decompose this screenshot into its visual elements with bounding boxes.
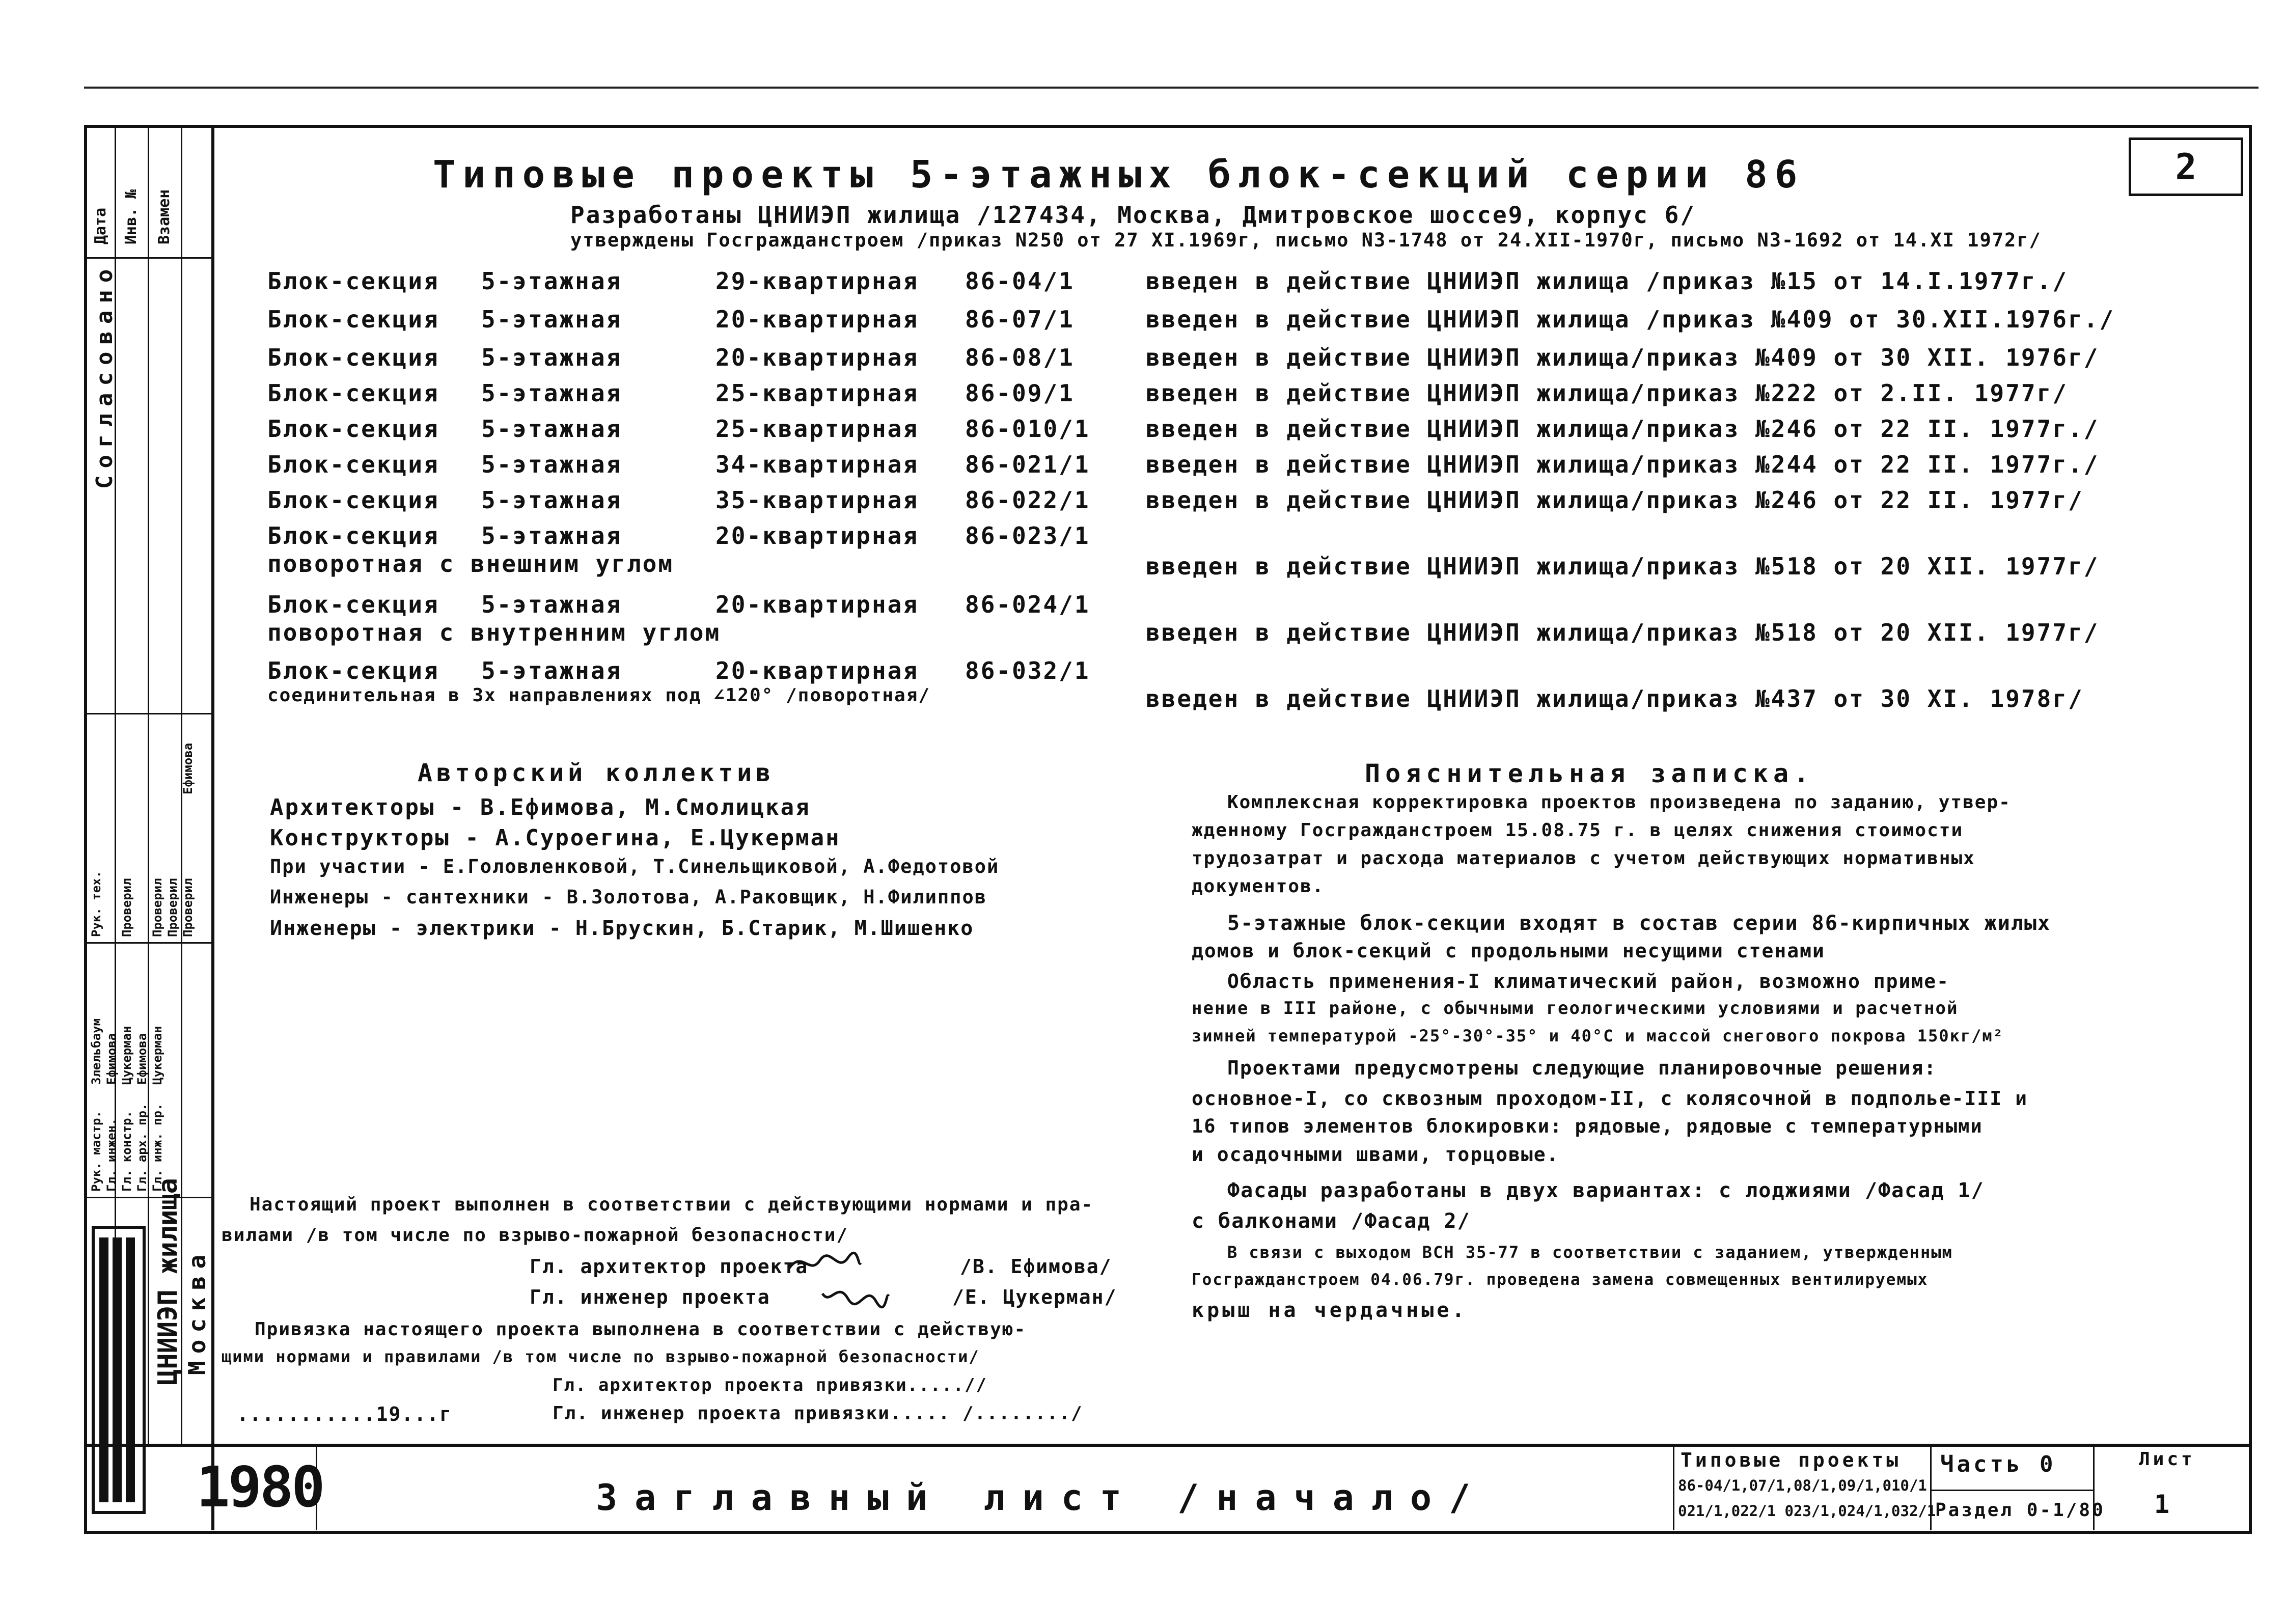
section-name: Блок-секция — [267, 451, 439, 478]
section-floors: 5-этажная — [481, 379, 622, 407]
authors-line: При участии - Е.Головленковой, Т.Синельщиковой, А.Федотовой — [270, 856, 1000, 877]
section-flats: 34-квартирная — [715, 451, 919, 478]
authors-line: Инженеры - сантехники - В.Золотова, А.Раковщик, Н.Филиппов — [270, 886, 987, 908]
note-line: и осадочными швами, торцовые. — [1192, 1143, 1559, 1166]
section-status: введен в действие ЦНИИЭП жилища/приказ №246 от 22 II. 1977г./ — [1146, 415, 2100, 443]
strip-row-line — [84, 1197, 211, 1198]
chief-architect-label: Гл. архитектор проекта — [530, 1255, 809, 1278]
section-status: введен в действие ЦНИИЭП жилища/приказ №518 от 20 XII. 1977г/ — [1146, 619, 2100, 646]
section-floors: 5-этажная — [481, 657, 622, 684]
side-role-label: Проверил — [166, 878, 180, 937]
chief-architect-name: /В. Ефимова/ — [960, 1255, 1112, 1278]
section-name: Блок-секция — [267, 306, 439, 333]
chief-engineer-label: Гл. инженер проекта — [530, 1286, 770, 1308]
side-sign-label: Гл. констр. — [120, 1111, 134, 1192]
side-role-label: Рук. тех. — [89, 870, 103, 937]
note-line: трудозатрат и расхода материалов с учетом действующих нормативных — [1192, 848, 1975, 869]
section-name: Блок-секция — [267, 379, 439, 407]
compliance-line: Настоящий проект выполнен в соответствии с действующими нормами и пра- — [250, 1194, 1094, 1215]
authors-title: Авторский коллектив — [418, 759, 775, 787]
side-name-label: Злельбаум — [89, 1018, 103, 1085]
side-name-label: Ефимова — [104, 1033, 119, 1085]
title-block-divider — [1673, 1444, 1674, 1530]
section-flats: 35-квартирная — [715, 486, 919, 514]
section-floors: 5-этажная — [481, 451, 622, 478]
side-sign-label: Рук. мастр. — [89, 1111, 103, 1192]
side-role-label: Проверил — [181, 878, 195, 937]
binding-line: Привязка настоящего проекта выполнена в соответствии с действую- — [255, 1319, 1027, 1340]
signature-chief-architect — [787, 1248, 863, 1278]
section-code: 86-024/1 — [965, 591, 1090, 618]
section-code: 86-010/1 — [965, 415, 1090, 443]
note-line: жденному Госгражданстроем 15.08.75 г. в целях снижения стоимости — [1192, 820, 1964, 841]
section-code: 86-09/1 — [965, 379, 1075, 407]
note-line: зимней температурой -25°-30°-35° и 40°С и массой снегового покрова 150кг/м² — [1192, 1026, 2004, 1045]
side-role-label: Проверил — [150, 878, 164, 937]
note-line: документов. — [1192, 876, 1325, 897]
note-line: 5-этажные блок-секции входят в состав серии 86-кирпичных жилых — [1227, 912, 2051, 935]
stamp-section: Раздел 0-1/80 — [1935, 1500, 2105, 1521]
side-name-label: Ефимова — [135, 1033, 149, 1085]
note-line: нение в III районе, с обычными геологическими условиями и расчетной — [1192, 998, 1959, 1019]
binding-architect: Гл. архитектор проекта привязки.....// — [553, 1375, 987, 1395]
section-status: введен в действие ЦНИИЭП жилища/приказ №437 от 30 XI. 1978г/ — [1146, 685, 2084, 712]
section-code: 86-08/1 — [965, 344, 1075, 371]
section-extra: соединительная в 3х направлениях под ∠120° /поворотная/ — [267, 685, 931, 706]
note-line: с балконами /Фасад 2/ — [1192, 1209, 1471, 1233]
logo-city: Москва — [183, 1247, 211, 1375]
binding-date: ...........19...г — [237, 1403, 452, 1425]
compliance-line: вилами /в том числе по взрыво-пожарной безопасности/ — [222, 1225, 849, 1246]
side-role-label: Проверил — [120, 878, 134, 937]
note-line: Госгражданстроем 04.06.79г. проведена замена совмещенных вентилируемых — [1192, 1271, 1929, 1289]
section-status: введен в действие ЦНИИЭП жилища/приказ №244 от 22 II. 1977г./ — [1146, 451, 2100, 478]
section-extra: поворотная с внутренним углом — [267, 619, 721, 646]
authors-line: Архитекторы - В.Ефимова, М.Смолицкая — [270, 794, 811, 820]
note-line: 16 типов элементов блокировки: рядовые, рядовые с температурными — [1192, 1115, 1983, 1137]
side-replace-label: Взамен — [155, 189, 173, 244]
authors-line: Инженеры - электрики - Н.Брускин, Б.Старик, М.Шишенко — [270, 917, 974, 940]
stamp-part: Часть 0 — [1940, 1451, 2056, 1477]
developed-by: Разработаны ЦНИИЭП жилища /127434, Москва, Дмитровское шоссе9, корпус 6/ — [570, 201, 1696, 229]
side-date-label: Дата — [92, 207, 109, 244]
section-status: введен в действие ЦНИИЭП жилища /приказ №409 от 30.XII.1976г./ — [1146, 306, 2115, 333]
section-floors: 5-этажная — [481, 306, 622, 333]
section-floors: 5-этажная — [481, 415, 622, 443]
section-flats: 20-квартирная — [715, 344, 919, 371]
stamp-sheet-value: 1 — [2154, 1490, 2171, 1519]
section-flats: 20-квартирная — [715, 591, 919, 618]
section-name: Блок-секция — [267, 657, 439, 684]
note-title: Пояснительная записка. — [1365, 759, 1814, 788]
section-flats: 20-квартирная — [715, 657, 919, 684]
section-floors: 5-этажная — [481, 522, 622, 549]
section-flats: 25-квартирная — [715, 415, 919, 443]
section-floors: 5-этажная — [481, 344, 622, 371]
section-name: Блок-секция — [267, 486, 439, 514]
strip-row-line — [84, 257, 211, 259]
section-flats: 29-квартирная — [715, 267, 919, 295]
section-name: Блок-секция — [267, 522, 439, 549]
binding-engineer: Гл. инженер проекта привязки..... /......../ — [553, 1403, 1083, 1424]
section-flats: 25-квартирная — [715, 379, 919, 407]
section-name: Блок-секция — [267, 344, 439, 371]
authors-line: Конструкторы - А.Суроегина, Е.Цукерман — [270, 825, 841, 851]
side-inv-label: Инв. № — [122, 189, 140, 244]
page-title: Типовые проекты 5-этажных блок-секций серии 86 — [433, 153, 1805, 197]
binding-line: щими нормами и правилами /в том числе по взрыво-пожарной безопасности/ — [222, 1347, 980, 1366]
note-line: основное-I, со сквозным проходом-II, с колясочной в подполье-III и — [1192, 1087, 2028, 1110]
section-code: 86-021/1 — [965, 451, 1090, 478]
side-sign-label: Гл. инжен. — [104, 1118, 119, 1192]
sheet-caption: Заглавный лист /начало/ — [596, 1477, 1488, 1519]
section-name: Блок-секция — [267, 415, 439, 443]
chief-engineer-name: /Е. Цукерман/ — [952, 1286, 1117, 1308]
note-line: В связи с выходом ВСН 35-77 в соответствии с заданием, утвержденным — [1227, 1243, 1953, 1262]
strip-divider-2 — [148, 125, 149, 1444]
section-flats: 20-квартирная — [715, 306, 919, 333]
section-flats: 20-квартирная — [715, 522, 919, 549]
section-status: введен в действие ЦНИИЭП жилища /приказ №15 от 14.I.1977г./ — [1146, 267, 2068, 295]
section-code: 86-023/1 — [965, 522, 1090, 549]
note-line: Фасады разработаны в двух вариантах: с лоджиями /Фасад 1/ — [1227, 1179, 1985, 1202]
note-line: Область применения-I климатический район, возможно приме- — [1227, 970, 1950, 993]
institute-logo — [89, 1217, 148, 1523]
note-line: домов и блок-секций с продольными несущими стенами — [1192, 940, 1825, 962]
section-code: 86-032/1 — [965, 657, 1090, 684]
stamp-codes: 021/1,022/1 023/1,024/1,032/1 — [1678, 1502, 1936, 1520]
strip-row-line — [84, 713, 211, 714]
side-agreed-label: Согласовано — [92, 262, 118, 489]
title-block-row — [1930, 1490, 2093, 1491]
section-name: Блок-секция — [267, 267, 439, 295]
side-name-label: Цукерман — [120, 1026, 134, 1085]
stamp-sheet-label: Лист — [2139, 1449, 2195, 1470]
section-code: 86-022/1 — [965, 486, 1090, 514]
note-line: Комплексная корректировка проектов произведена по заданию, утвер- — [1227, 792, 2011, 813]
year: 1980 — [196, 1454, 323, 1520]
section-floors: 5-этажная — [481, 267, 622, 295]
note-line: Проектами предусмотрены следующие планировочные решения: — [1227, 1057, 1937, 1079]
note-line: крыш на чердачные. — [1192, 1299, 1468, 1322]
section-code: 86-04/1 — [965, 267, 1075, 295]
section-status: введен в действие ЦНИИЭП жилища/приказ №409 от 30 XII. 1976г/ — [1146, 344, 2100, 371]
section-status: введен в действие ЦНИИЭП жилища/приказ №518 от 20 XII. 1977г/ — [1146, 553, 2100, 580]
frame-top-line — [84, 87, 2259, 94]
side-sign-label: Гл. арх. пр. — [135, 1103, 149, 1192]
stamp-codes: 86-04/1,07/1,08/1,09/1,010/1 — [1678, 1477, 1927, 1494]
section-extra: поворотная с внешним углом — [267, 550, 674, 577]
approved-by: утверждены Госгражданстроем /приказ N250 от 27 XI.1969г, письмо N3-1748 от 24.XII-1970г, письмо N3-1692 от 14.XI 1972г/ — [570, 229, 2042, 251]
side-name-label: Цукерман — [150, 1026, 164, 1085]
strip-row-line — [84, 942, 211, 944]
section-floors: 5-этажная — [481, 486, 622, 514]
section-code: 86-07/1 — [965, 306, 1075, 333]
logo-caption: ЦНИИЭП жилища — [153, 1178, 183, 1385]
section-name: Блок-секция — [267, 591, 439, 618]
side-check-label: Ефимова — [181, 742, 195, 794]
signature-chief-engineer — [820, 1278, 891, 1309]
sheet-number: 2 — [2129, 137, 2243, 196]
section-floors: 5-этажная — [481, 591, 622, 618]
stamp-projects: Типовые проекты — [1681, 1449, 1902, 1471]
section-status: введен в действие ЦНИИЭП жилища/приказ №246 от 22 II. 1977г/ — [1146, 486, 2084, 514]
side-sign-label: Гл. инж. пр. — [150, 1103, 164, 1192]
section-status: введен в действие ЦНИИЭП жилища/приказ №222 от 2.II. 1977г/ — [1146, 379, 2068, 407]
